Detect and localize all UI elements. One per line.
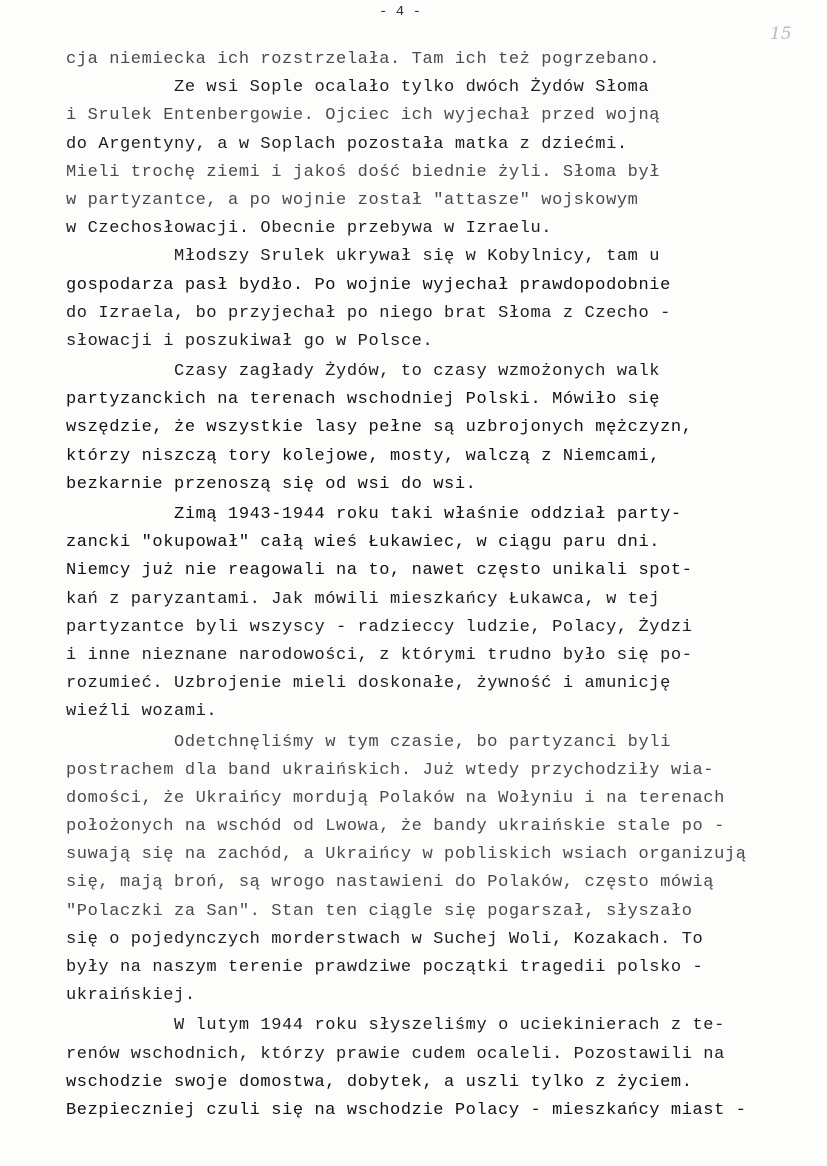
text-line: i Srulek Entenbergowie. Ojciec ich wyjechał przed wojną xyxy=(66,106,661,126)
text-line: Zimą 1943-1944 roku taki właśnie oddział party- xyxy=(66,505,682,524)
text-line: w Czechosłowacji. Obecnie przebywa w Izraelu. xyxy=(66,219,553,239)
text-line: Czasy zagłady Żydów, to czasy wzmożonych walk xyxy=(66,362,661,382)
text-line: partyzantce byli wszyscy - radzieccy ludzie, Polacy, Żydzi xyxy=(66,617,693,637)
text-line: do Argentyny, a w Soplach pozostała matka z dziećmi. xyxy=(66,134,628,154)
text-line: wschodzie swoje domostwa, dobytek, a uszli tylko z życiem. xyxy=(66,1072,693,1092)
body-text xyxy=(66,46,786,1125)
text-line: bezkarnie przenoszą się od wsi do wsi. xyxy=(66,474,477,494)
text-line: "Polaczki za San". Stan ten ciągle się pogarszał, słyszało xyxy=(66,901,693,921)
text-line: renów wschodnich, którzy prawie cudem ocaleli. Pozostawili na xyxy=(66,1044,725,1064)
text-line: Odetchnęliśmy w tym czasie, bo partyzanci byli xyxy=(66,732,671,752)
text-line: W lutym 1944 roku słyszeliśmy o uciekinierach z te- xyxy=(66,1016,725,1036)
text-line: się o pojedynczych morderstwach w Suchej Woli, Kozakach. To xyxy=(66,929,704,949)
text-line: Mieli trochę ziemi i jakoś dość biednie żyli. Słoma był xyxy=(66,162,661,182)
text-line: rozumieć. Uzbrojenie mieli doskonałe, żywność i amunicję xyxy=(66,674,671,694)
text-line: zancki "okupował" całą wieś Łukawiec, w ciągu paru dni. xyxy=(66,533,661,553)
text-line: Bezpieczniej czuli się na wschodzie Polacy - mieszkańcy miast - xyxy=(66,1100,747,1120)
text-line: Niemcy już nie reagowali na to, nawet często unikali spot- xyxy=(66,561,693,581)
text-line: gospodarza pasł bydło. Po wojnie wyjechał prawdopodobnie xyxy=(66,275,671,295)
text-line: kań z paryzantami. Jak mówili mieszkańcy Łukawca, w tej xyxy=(66,589,661,609)
page-number: - 4 - xyxy=(378,4,421,20)
text-line: ukraińskiej. xyxy=(66,986,196,1006)
text-line: partyzanckich na terenach wschodniej Polski. Mówiło się xyxy=(66,390,661,410)
text-line: do Izraela, bo przyjechał po niego brat Słoma z Czecho - xyxy=(66,303,671,323)
text-line: suwają się na zachód, a Ukraińcy w pobliskich wsiach organizują xyxy=(66,845,747,865)
text-line: cja niemiecka ich rozstrzelała. Tam ich też pogrzebano. xyxy=(66,50,661,69)
text-line: słowacji i poszukiwał go w Polsce. xyxy=(66,331,434,351)
text-line: domości, że Ukraińcy mordują Polaków na Wołyniu i na terenach xyxy=(66,788,725,808)
text-line: postrachem dla band ukraińskich. Już wtedy przychodziły wia- xyxy=(66,760,715,780)
text-line: były na naszym terenie prawdziwe początki tragedii polsko - xyxy=(66,958,704,977)
text-line: którzy niszczą tory kolejowe, mosty, walczą z Niemcami, xyxy=(66,446,661,466)
corner-page-mark: 15 xyxy=(770,24,792,44)
text-line: wieźli wozami. xyxy=(66,702,218,722)
text-line: położonych na wschód od Lwowa, że bandy ukraińskie stale po - xyxy=(66,817,725,837)
text-line: Młodszy Srulek ukrywał się w Kobylnicy, tam u xyxy=(66,247,661,267)
text-line: się, mają broń, są wrogo nastawieni do Polaków, często mówią xyxy=(66,873,715,893)
text-line: i inne nieznane narodowości, z którymi trudno było się po- xyxy=(66,645,693,665)
text-line: Ze wsi Sople ocalało tylko dwóch Żydów Słoma xyxy=(66,78,650,98)
text-line: wszędzie, że wszystkie lasy pełne są uzbrojonych mężczyzn, xyxy=(66,418,693,438)
text-line: w partyzantce, a po wojnie został "attasze" wojskowym xyxy=(66,190,639,210)
